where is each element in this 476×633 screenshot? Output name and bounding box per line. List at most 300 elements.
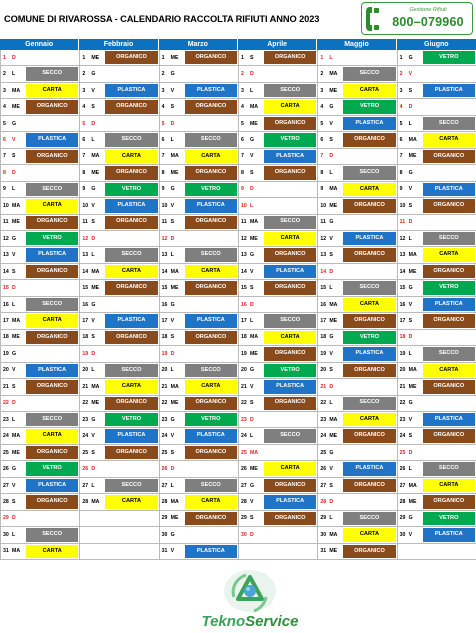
day-row xyxy=(1,428,79,444)
weekday-letter: V xyxy=(91,202,95,209)
empty-slot xyxy=(343,216,395,229)
day-row xyxy=(398,132,476,148)
weekday-letter: S xyxy=(329,482,333,489)
waste-badge-organico: ORGANICO xyxy=(105,446,157,459)
day-row xyxy=(398,215,476,231)
day-number: 28 xyxy=(161,498,168,505)
day-row xyxy=(239,478,317,494)
waste-badge-carta: CARTA xyxy=(264,100,316,113)
day-number: 26 xyxy=(3,466,9,473)
month-header-marzo: Marzo xyxy=(159,39,238,50)
day-row xyxy=(80,116,158,132)
weekday-letter: L xyxy=(91,252,95,259)
weekday-letter: ME xyxy=(249,350,258,357)
header xyxy=(0,0,476,37)
weekday-letter: V xyxy=(12,252,16,259)
waste-badge-organico: ORGANICO xyxy=(343,545,395,558)
day-number: 22 xyxy=(3,400,9,407)
weekday-letter: ME xyxy=(12,334,20,341)
day-number: 2 xyxy=(399,71,403,78)
day-number: 19 xyxy=(82,350,89,357)
waste-badge-carta: CARTA xyxy=(343,413,395,426)
day-row xyxy=(398,511,476,527)
day-number: 12 xyxy=(320,235,327,242)
day-row xyxy=(398,363,476,379)
day-number: 11 xyxy=(320,219,326,226)
empty-slot xyxy=(423,397,475,410)
weekday-letter: D xyxy=(12,400,16,407)
weekday-letter xyxy=(250,544,264,559)
weekday-letter: G xyxy=(91,186,96,193)
waste-badge-carta: CARTA xyxy=(26,199,78,212)
day-number: 5 xyxy=(161,120,165,127)
empty-slot xyxy=(343,495,395,508)
day-row xyxy=(239,363,317,379)
day-row xyxy=(80,247,158,263)
day-row xyxy=(160,215,238,231)
day-number: 25 xyxy=(3,449,9,456)
day-row xyxy=(80,494,158,510)
day-number: 3 xyxy=(82,87,86,94)
day-number: 3 xyxy=(320,87,324,94)
weekday-letter: G xyxy=(170,186,175,193)
waste-badge-secco: SECCO xyxy=(343,166,395,179)
day-number: 11 xyxy=(240,219,247,226)
weekday-letter: D xyxy=(408,334,413,341)
waste-badge-secco: SECCO xyxy=(185,133,237,146)
waste-badge-organico: ORGANICO xyxy=(343,314,395,327)
day-row xyxy=(1,198,79,214)
waste-badge-carta: CARTA xyxy=(26,545,78,558)
day-number: 23 xyxy=(82,416,89,423)
empty-slot xyxy=(185,462,237,475)
day-number: 16 xyxy=(320,301,327,308)
day-row xyxy=(318,527,396,543)
waste-badge-organico: ORGANICO xyxy=(423,150,475,163)
day-number: 1 xyxy=(161,54,165,61)
empty-slot xyxy=(185,347,237,360)
weekday-letter: MA xyxy=(249,104,259,111)
empty-slot xyxy=(343,265,395,278)
day-row xyxy=(160,132,238,148)
day-row xyxy=(239,445,317,461)
month-header-febbraio: Febbraio xyxy=(79,39,158,50)
weekday-letter: V xyxy=(12,367,16,374)
day-number: 4 xyxy=(240,104,244,111)
day-row xyxy=(239,412,317,428)
day-row xyxy=(80,132,158,148)
waste-badge-organico: ORGANICO xyxy=(105,166,157,179)
day-row xyxy=(318,132,396,148)
waste-badge-secco: SECCO xyxy=(105,479,157,492)
waste-badge-secco: SECCO xyxy=(423,462,475,475)
day-row xyxy=(239,396,317,412)
waste-badge-organico: ORGANICO xyxy=(423,199,475,212)
day-number: 10 xyxy=(3,202,9,209)
weekday-letter: MA xyxy=(408,367,417,374)
day-number: 30 xyxy=(161,531,168,538)
day-row xyxy=(239,149,317,165)
day-row xyxy=(80,182,158,198)
waste-badge-carta: CARTA xyxy=(26,429,78,442)
day-row xyxy=(1,297,79,313)
day-number: 12 xyxy=(240,235,247,242)
day-number: 9 xyxy=(399,186,403,193)
weekday-letter: L xyxy=(329,400,333,407)
waste-badge-organico: ORGANICO xyxy=(264,117,316,130)
day-number: 20 xyxy=(82,367,89,374)
day-number: 18 xyxy=(82,334,89,341)
waste-badge-organico: ORGANICO xyxy=(105,216,157,229)
day-number: 5 xyxy=(240,120,244,127)
waste-badge-plastica: PLASTICA xyxy=(264,150,316,163)
day-number: 29 xyxy=(399,515,406,522)
weekday-letter: MA xyxy=(12,548,21,555)
empty-slot xyxy=(105,545,157,558)
weekday-letter: MA xyxy=(170,498,179,505)
waste-badge-vetro: VETRO xyxy=(343,331,395,344)
phone-caption: Gestione Rifiuti xyxy=(409,7,447,13)
weekday-letter: MA xyxy=(12,317,21,324)
day-number: 23 xyxy=(161,416,168,423)
waste-badge-secco: SECCO xyxy=(105,364,157,377)
day-row xyxy=(1,132,79,148)
day-row xyxy=(318,116,396,132)
waste-badge-vetro: VETRO xyxy=(26,232,78,245)
day-row xyxy=(398,396,476,412)
waste-badge-secco: SECCO xyxy=(343,281,395,294)
day-number: 12 xyxy=(399,235,406,242)
waste-badge-organico: ORGANICO xyxy=(26,331,78,344)
waste-badge-carta: CARTA xyxy=(105,495,157,508)
month-header-maggio: Maggio xyxy=(317,39,396,50)
day-row xyxy=(80,379,158,395)
weekday-letter: L xyxy=(249,433,254,440)
day-row xyxy=(398,247,476,263)
empty-slot xyxy=(185,117,237,130)
day-row xyxy=(160,116,238,132)
day-row xyxy=(318,297,396,313)
weekday-letter: ME xyxy=(408,268,417,275)
waste-badge-plastica: PLASTICA xyxy=(26,479,78,492)
weekday-letter: ME xyxy=(329,317,338,324)
day-row xyxy=(80,313,158,329)
waste-badge-organico: ORGANICO xyxy=(264,51,316,64)
empty-slot xyxy=(423,331,475,344)
day-number: 26 xyxy=(320,466,327,473)
weekday-letter: D xyxy=(170,466,175,473)
day-number: 12 xyxy=(161,235,168,242)
day-row xyxy=(318,280,396,296)
day-row xyxy=(1,165,79,181)
weekday-letter: MA xyxy=(329,71,338,78)
phone-icon xyxy=(365,6,382,32)
waste-badge-organico: ORGANICO xyxy=(343,364,395,377)
waste-badge-plastica: PLASTICA xyxy=(343,462,395,475)
weekday-letter: ME xyxy=(408,498,417,505)
weekday-letter: G xyxy=(408,400,413,407)
day-row xyxy=(160,511,238,527)
day-row xyxy=(318,149,396,165)
day-number: 3 xyxy=(399,87,403,94)
empty-slot xyxy=(26,397,78,410)
day-row xyxy=(1,280,79,296)
day-number: 18 xyxy=(399,334,406,341)
weekday-letter: D xyxy=(329,498,334,505)
waste-badge-carta: CARTA xyxy=(264,232,316,245)
waste-badge-organico: ORGANICO xyxy=(423,429,475,442)
day-row xyxy=(239,132,317,148)
weekday-letter: G xyxy=(91,71,96,78)
day-row xyxy=(160,313,238,329)
month-header-row xyxy=(0,39,476,50)
weekday-letter: ME xyxy=(170,400,179,407)
day-number: 27 xyxy=(82,482,89,489)
weekday-letter: V xyxy=(408,71,413,78)
waste-badge-secco: SECCO xyxy=(105,248,157,261)
weekday-letter: D xyxy=(249,301,254,308)
day-row xyxy=(239,330,317,346)
waste-badge-organico: ORGANICO xyxy=(185,166,237,179)
day-row xyxy=(318,330,396,346)
day-row xyxy=(160,379,238,395)
weekday-letter: V xyxy=(329,120,333,127)
waste-badge-plastica: PLASTICA xyxy=(423,84,475,97)
day-row xyxy=(1,379,79,395)
waste-badge-organico: ORGANICO xyxy=(105,281,157,294)
waste-badge-organico: ORGANICO xyxy=(343,429,395,442)
weekday-letter: S xyxy=(249,54,254,61)
weekday-letter: G xyxy=(329,219,334,226)
weekday-letter: S xyxy=(408,433,413,440)
day-row xyxy=(318,363,396,379)
day-row xyxy=(160,264,238,280)
weekday-letter: L xyxy=(91,482,95,489)
waste-badge-organico: ORGANICO xyxy=(343,479,395,492)
waste-badge-carta: CARTA xyxy=(26,84,78,97)
weekday-letter: L xyxy=(91,136,95,143)
day-row xyxy=(318,313,396,329)
day-number: 30 xyxy=(399,531,406,538)
day-number: 2 xyxy=(161,71,165,78)
day-number: 25 xyxy=(240,449,247,456)
day-number: 22 xyxy=(240,400,247,407)
day-row xyxy=(398,544,476,560)
weekday-letter: G xyxy=(249,252,255,259)
weekday-letter: G xyxy=(408,515,413,522)
day-number: 13 xyxy=(399,252,406,259)
weekday-letter: G xyxy=(170,531,175,538)
weekday-letter: G xyxy=(12,235,17,242)
day-number: 16 xyxy=(3,301,9,308)
day-row xyxy=(80,346,158,362)
weekday-letter: ME xyxy=(329,433,338,440)
empty-slot xyxy=(264,183,316,196)
weekday-letter: L xyxy=(408,235,412,242)
day-number: 15 xyxy=(240,285,247,292)
day-row xyxy=(1,116,79,132)
waste-badge-vetro: VETRO xyxy=(423,281,475,294)
waste-badge-secco: SECCO xyxy=(105,133,157,146)
waste-badge-secco: SECCO xyxy=(264,84,316,97)
weekday-letter: MA xyxy=(408,482,417,489)
waste-badge-carta: CARTA xyxy=(185,150,237,163)
weekday-letter: MA xyxy=(249,449,259,456)
logo-word-tekno: Tekno xyxy=(201,613,246,630)
day-number: 20 xyxy=(399,367,406,374)
empty-slot xyxy=(105,528,157,541)
day-row xyxy=(80,330,158,346)
day-number: 15 xyxy=(161,285,168,292)
day-row xyxy=(239,264,317,280)
weekday-letter xyxy=(91,511,105,526)
day-row xyxy=(80,412,158,428)
waste-badge-plastica: PLASTICA xyxy=(185,84,237,97)
day-row xyxy=(160,182,238,198)
day-number: 29 xyxy=(320,515,327,522)
waste-badge-vetro: VETRO xyxy=(264,133,316,146)
weekday-letter: L xyxy=(249,202,254,209)
waste-badge-plastica: PLASTICA xyxy=(264,265,316,278)
day-number: 18 xyxy=(161,334,168,341)
day-number: 26 xyxy=(161,466,168,473)
day-row xyxy=(160,445,238,461)
empty-slot xyxy=(26,117,78,130)
month-column-maggio xyxy=(317,50,396,560)
weekday-letter: D xyxy=(91,120,96,127)
waste-badge-plastica: PLASTICA xyxy=(185,545,237,558)
day-row xyxy=(1,330,79,346)
day-number: 13 xyxy=(320,252,327,259)
day-number: 10 xyxy=(161,202,168,209)
day-number: 19 xyxy=(3,350,9,357)
empty-slot xyxy=(423,67,475,80)
day-row xyxy=(318,215,396,231)
weekday-letter: S xyxy=(12,498,16,505)
waste-badge-vetro: VETRO xyxy=(423,51,475,64)
day-number: 7 xyxy=(399,153,403,160)
day-number: 31 xyxy=(161,548,168,555)
day-row xyxy=(1,396,79,412)
day-row xyxy=(239,215,317,231)
weekday-letter: L xyxy=(408,466,412,473)
day-row xyxy=(318,231,396,247)
weekday-letter: L xyxy=(329,285,333,292)
day-row xyxy=(239,116,317,132)
month-column-gennaio xyxy=(0,50,79,560)
day-row xyxy=(1,264,79,280)
weekday-letter: V xyxy=(170,87,175,94)
waste-badge-organico: ORGANICO xyxy=(26,100,78,113)
waste-badge-organico: ORGANICO xyxy=(423,495,475,508)
day-row xyxy=(160,478,238,494)
day-row xyxy=(398,83,476,99)
day-row xyxy=(1,445,79,461)
waste-badge-organico: ORGANICO xyxy=(264,281,316,294)
weekday-letter: S xyxy=(12,153,16,160)
day-row xyxy=(398,99,476,115)
day-row xyxy=(398,412,476,428)
empty-slot xyxy=(105,512,157,525)
day-row xyxy=(398,116,476,132)
empty-slot xyxy=(26,512,78,525)
weekday-letter: S xyxy=(91,219,95,226)
day-row xyxy=(1,50,79,66)
day-number: 10 xyxy=(240,202,247,209)
day-number: 16 xyxy=(161,301,168,308)
weekday-letter: ME xyxy=(329,87,338,94)
empty-slot xyxy=(343,446,395,459)
month-column-giugno xyxy=(397,50,476,560)
day-row xyxy=(80,83,158,99)
day-number: 23 xyxy=(320,416,327,423)
waste-badge-organico: ORGANICO xyxy=(343,248,395,261)
day-row xyxy=(318,264,396,280)
weekday-letter: L xyxy=(408,120,412,127)
waste-badge-carta: CARTA xyxy=(343,528,395,541)
weekday-letter: D xyxy=(12,285,16,292)
weekday-letter: S xyxy=(91,334,95,341)
day-number: 15 xyxy=(3,285,9,292)
weekday-letter: V xyxy=(91,433,95,440)
weekday-letter: S xyxy=(91,449,95,456)
empty-slot xyxy=(26,347,78,360)
recycle-logo-icon xyxy=(190,567,310,617)
day-row xyxy=(398,280,476,296)
day-row xyxy=(239,428,317,444)
day-number: 6 xyxy=(82,136,86,143)
day-number xyxy=(80,527,91,542)
weekday-letter: MA xyxy=(170,383,179,390)
weekday-letter: S xyxy=(249,400,254,407)
waste-badge-secco: SECCO xyxy=(185,479,237,492)
empty-slot xyxy=(105,67,157,80)
day-number: 14 xyxy=(161,268,168,275)
day-row xyxy=(80,461,158,477)
day-number: 25 xyxy=(161,449,168,456)
waste-badge-carta: CARTA xyxy=(423,364,475,377)
empty-slot xyxy=(264,298,316,311)
weekday-letter: G xyxy=(170,301,175,308)
day-row xyxy=(160,396,238,412)
day-row xyxy=(239,494,317,510)
waste-badge-organico: ORGANICO xyxy=(185,216,237,229)
weekday-letter: ME xyxy=(329,548,338,555)
day-row xyxy=(1,412,79,428)
weekday-letter: V xyxy=(12,136,16,143)
day-number: 20 xyxy=(320,367,327,374)
weekday-letter: D xyxy=(249,71,254,78)
day-number: 17 xyxy=(3,317,9,324)
day-number: 8 xyxy=(82,169,86,176)
waste-badge-secco: SECCO xyxy=(423,347,475,360)
weekday-letter: D xyxy=(170,120,175,127)
weekday-letter: L xyxy=(249,317,254,324)
empty-slot xyxy=(423,545,475,558)
waste-badge-plastica: PLASTICA xyxy=(343,347,395,360)
day-row xyxy=(80,478,158,494)
logo-word-service: Service xyxy=(245,613,299,630)
waste-badge-organico: ORGANICO xyxy=(264,397,316,410)
logo-wordmark xyxy=(190,613,310,630)
day-number: 27 xyxy=(161,482,168,489)
day-number: 27 xyxy=(3,482,9,489)
weekday-letter: S xyxy=(249,515,254,522)
day-number: 29 xyxy=(240,515,247,522)
weekday-letter: L xyxy=(408,350,412,357)
day-row xyxy=(239,182,317,198)
weekday-letter: D xyxy=(408,219,413,226)
